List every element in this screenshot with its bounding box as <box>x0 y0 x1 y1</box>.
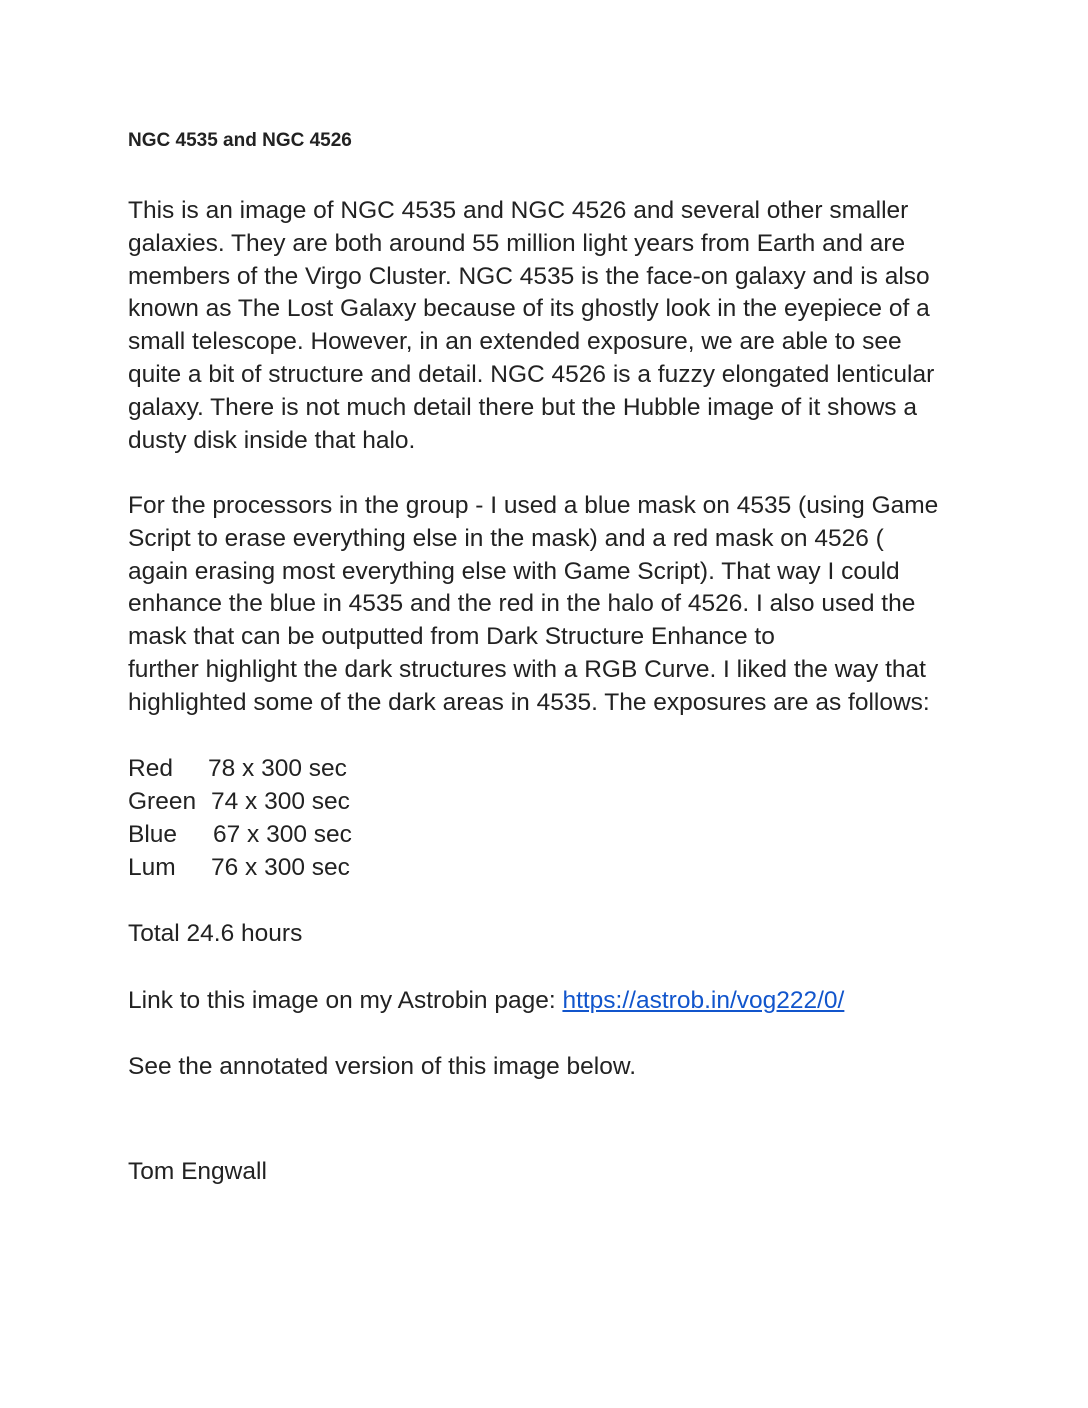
paragraph-line: Script to erase everything else in the mask) and a red mask on 4526 ( <box>128 524 884 552</box>
annotated-note: See the annotated version of this image below. <box>128 1053 637 1080</box>
paragraph-line: enhance the blue in 4535 and the red in the halo of 4526. I also used the <box>128 590 916 618</box>
paragraph-line: mask that can be outputted from Dark Structure Enhance to <box>128 623 775 651</box>
paragraph-line: quite a bit of structure and detail. NGC 4526 is a fuzzy elongated lenticular <box>128 360 935 388</box>
paragraph-line: dusty disk inside that halo. <box>128 426 416 454</box>
document-title: NGC 4535 and NGC 4526 <box>128 130 352 151</box>
description-paragraph <box>128 195 968 457</box>
author-name: Tom Engwall <box>128 1158 267 1185</box>
paragraph-line: members of the Virgo Cluster. NGC 4535 is the face-on galaxy and is also <box>128 262 930 290</box>
exposure-value: 78 x 300 sec <box>208 755 347 782</box>
link-prefix: Link to this image on my Astrobin page: <box>128 987 563 1014</box>
paragraph-line: galaxy. There is not much detail there but the Hubble image of it shows a <box>128 393 917 421</box>
exposure-value: 76 x 300 sec <box>211 854 350 881</box>
exposure-value: 74 x 300 sec <box>211 788 350 815</box>
processing-paragraph <box>128 490 968 720</box>
paragraph-line: For the processors in the group - I used a blue mask on 4535 (using Game <box>128 492 939 519</box>
paragraph-line: small telescope. However, in an extended exposure, we are able to see <box>128 328 902 356</box>
paragraph-line: further highlight the dark structures with a RGB Curve. I liked the way that <box>128 655 926 683</box>
paragraph-line: galaxies. They are both around 55 million light years from Earth and are <box>128 229 906 257</box>
paragraph-line: known as The Lost Galaxy because of its ghostly look in the eyepiece of a <box>128 295 930 323</box>
paragraph-line: highlighted some of the dark areas in 4535. The exposures are as follows: <box>128 688 930 716</box>
exposure-filter: Green <box>128 788 197 815</box>
paragraph-line: again erasing most everything else with Game Script). That way I could <box>128 557 900 585</box>
exposure-filter: Blue <box>128 821 178 848</box>
paragraph-line: This is an image of NGC 4535 and NGC 4526 and several other smaller <box>128 197 909 224</box>
exposure-filter: Red <box>128 755 173 782</box>
exposure-filter: Lum <box>128 854 176 881</box>
astrobin-link[interactable]: https://astrob.in/vog222/0/ <box>562 987 845 1014</box>
total-time: Total 24.6 hours <box>128 920 303 947</box>
exposure-value: 67 x 300 sec <box>213 821 352 848</box>
astrobin-link-line <box>128 984 844 1017</box>
